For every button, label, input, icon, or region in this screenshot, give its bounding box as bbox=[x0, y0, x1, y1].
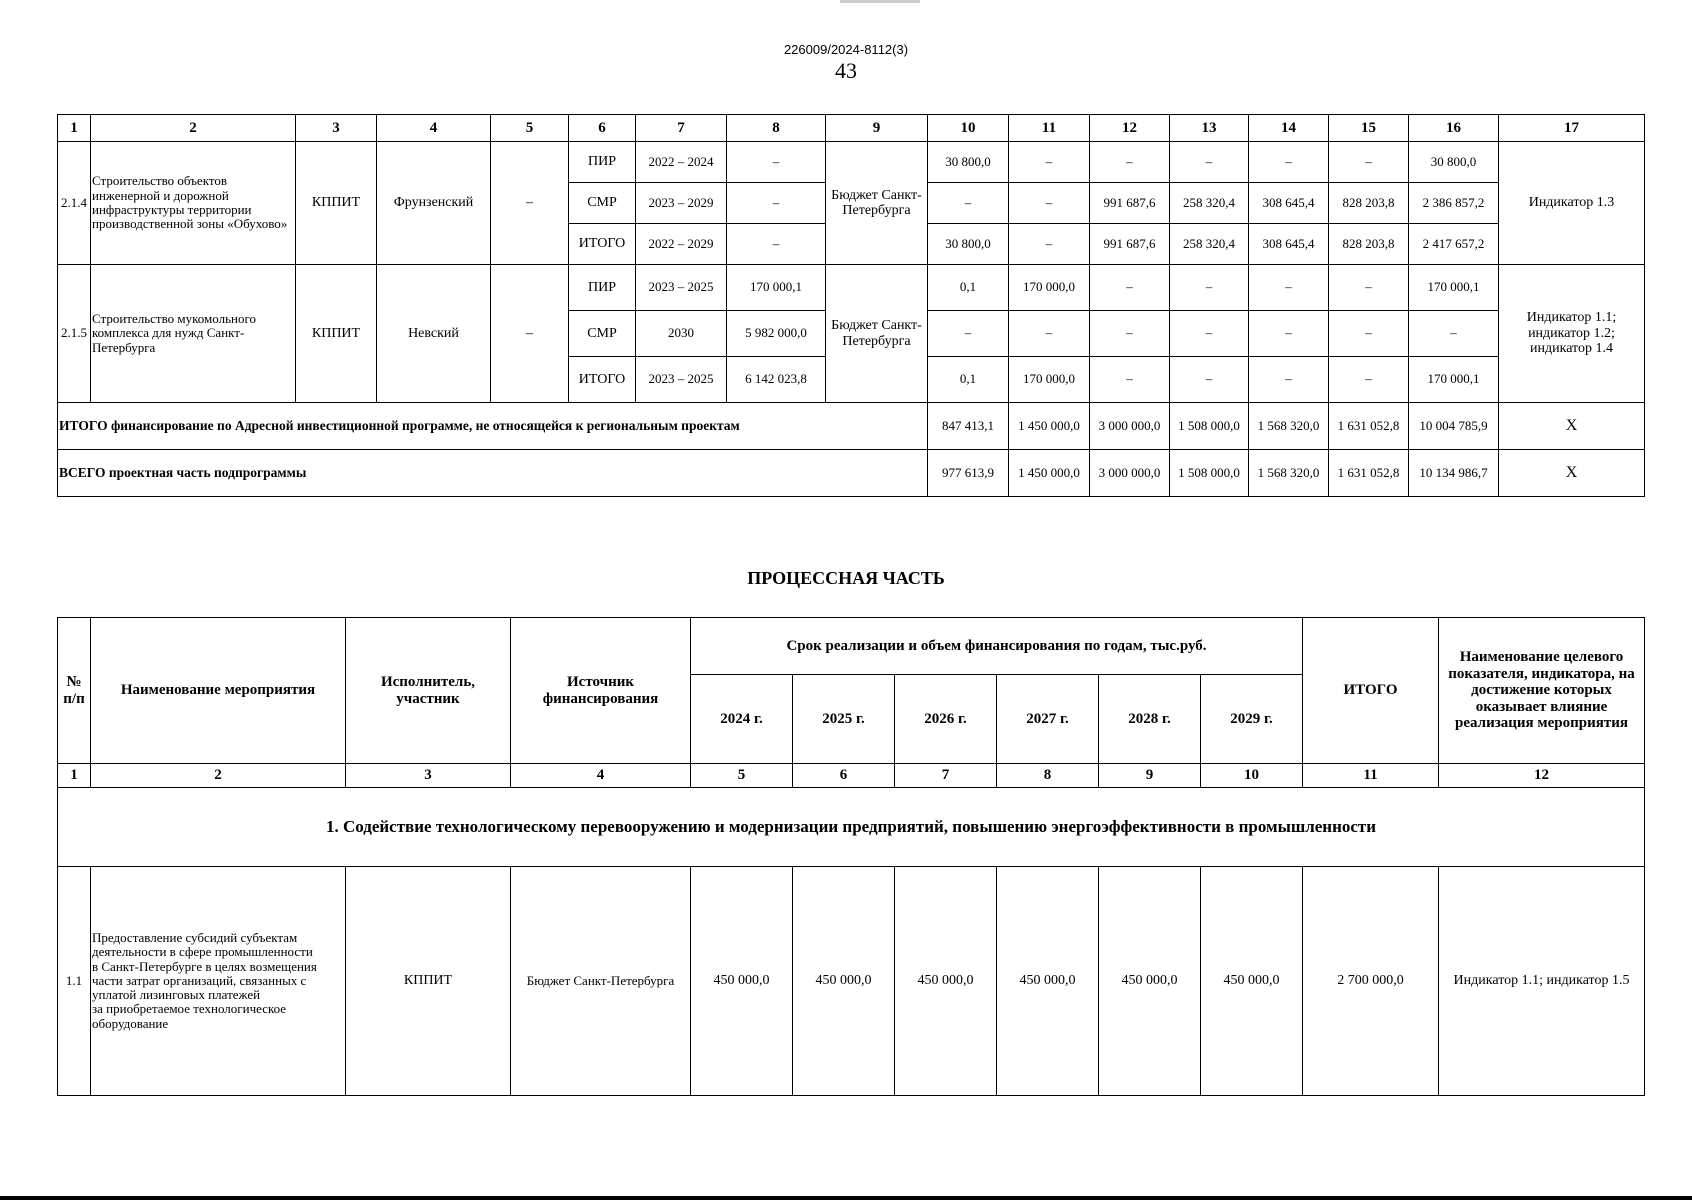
page-number: 43 bbox=[835, 58, 857, 83]
period: 2023 – 2025 bbox=[636, 357, 727, 403]
total-value: 847 413,1 bbox=[928, 403, 1009, 450]
section-heading-row bbox=[58, 788, 1645, 867]
col-index: 16 bbox=[1409, 115, 1499, 142]
cost: – bbox=[727, 224, 826, 265]
value-cell: 170 000,0 bbox=[1009, 265, 1090, 311]
col-index: 1 bbox=[58, 115, 91, 142]
period: 2030 bbox=[636, 311, 727, 357]
col-index: 7 bbox=[895, 764, 997, 788]
table-row bbox=[58, 142, 1645, 183]
total-value: 10 004 785,9 bbox=[1409, 403, 1499, 450]
col-index: 8 bbox=[727, 115, 826, 142]
scan-artifact bbox=[840, 0, 920, 3]
col-index: 4 bbox=[377, 115, 491, 142]
value-cell: – bbox=[1329, 265, 1409, 311]
cost: 170 000,1 bbox=[727, 265, 826, 311]
value-cell: 828 203,8 bbox=[1329, 183, 1409, 224]
header-total: ИТОГО bbox=[1303, 618, 1439, 764]
value-cell: 30 800,0 bbox=[1409, 142, 1499, 183]
year-value: 450 000,0 bbox=[793, 867, 895, 1096]
row-name: Предоставление субсидий субъектам деятельности в сфере промышленности в Санкт-Петербурге в целях возмещения части затрат организаций, связанных с уплатой лизинговых платежей за приобретаемое технологическое оборудование bbox=[91, 867, 346, 1096]
funding-source: Бюджет Санкт-Петербурга bbox=[826, 265, 928, 403]
value-cell: – bbox=[1329, 357, 1409, 403]
value-cell: – bbox=[1249, 265, 1329, 311]
value-cell: – bbox=[1249, 142, 1329, 183]
value-cell: 258 320,4 bbox=[1170, 224, 1249, 265]
value-cell: 0,1 bbox=[928, 357, 1009, 403]
col-index: 9 bbox=[1099, 764, 1201, 788]
value-cell: 30 800,0 bbox=[928, 142, 1009, 183]
project-code: 2.1.5 bbox=[58, 265, 91, 403]
col-index: 5 bbox=[691, 764, 793, 788]
value-cell: 308 645,4 bbox=[1249, 224, 1329, 265]
total-value: 3 000 000,0 bbox=[1090, 450, 1170, 497]
header-period-group: Срок реализации и объем финансирования по годам, тыс.руб. bbox=[691, 618, 1303, 675]
col-index: 1 bbox=[58, 764, 91, 788]
value-cell: – bbox=[928, 311, 1009, 357]
value-cell: 258 320,4 bbox=[1170, 183, 1249, 224]
value-cell: 991 687,6 bbox=[1090, 183, 1170, 224]
cost: 5 982 000,0 bbox=[727, 311, 826, 357]
value-cell: 30 800,0 bbox=[928, 224, 1009, 265]
col-index: 12 bbox=[1439, 764, 1645, 788]
value-cell: – bbox=[1409, 311, 1499, 357]
header-year: 2028 г. bbox=[1099, 675, 1201, 764]
stage: СМР bbox=[569, 183, 636, 224]
col-index: 11 bbox=[1009, 115, 1090, 142]
value-cell: – bbox=[1249, 357, 1329, 403]
indicator: Индикатор 1.1; индикатор 1.2; индикатор 1.4 bbox=[1499, 265, 1645, 403]
total-aip-label: ИТОГО финансирование по Адресной инвестиционной программе, не относящейся к региональным проектам bbox=[58, 403, 928, 450]
total-all-row bbox=[58, 450, 1645, 497]
stage: ПИР bbox=[569, 265, 636, 311]
year-value: 450 000,0 bbox=[997, 867, 1099, 1096]
col-index: 2 bbox=[91, 764, 346, 788]
total-value: 977 613,9 bbox=[928, 450, 1009, 497]
value-cell: 0,1 bbox=[928, 265, 1009, 311]
value-cell: 2 417 657,2 bbox=[1409, 224, 1499, 265]
value-cell: – bbox=[1170, 357, 1249, 403]
header-year: 2026 г. bbox=[895, 675, 997, 764]
col-index: 17 bbox=[1499, 115, 1645, 142]
col-index: 3 bbox=[346, 764, 511, 788]
header-year: 2024 г. bbox=[691, 675, 793, 764]
col-index: 2 bbox=[91, 115, 296, 142]
period: 2023 – 2025 bbox=[636, 265, 727, 311]
funding-source: Бюджет Санкт-Петербурга bbox=[826, 142, 928, 265]
stage: ПИР bbox=[569, 142, 636, 183]
col-index: 6 bbox=[793, 764, 895, 788]
header-row bbox=[58, 618, 1645, 675]
project-code: 2.1.4 bbox=[58, 142, 91, 265]
stage: ИТОГО bbox=[569, 357, 636, 403]
col-index: 7 bbox=[636, 115, 727, 142]
cost: – bbox=[727, 142, 826, 183]
year-value: 450 000,0 bbox=[1099, 867, 1201, 1096]
value-cell: 828 203,8 bbox=[1329, 224, 1409, 265]
total-value: 1 450 000,0 bbox=[1009, 403, 1090, 450]
value-cell: 170 000,0 bbox=[1009, 357, 1090, 403]
stage: ИТОГО bbox=[569, 224, 636, 265]
stage: СМР bbox=[569, 311, 636, 357]
value-cell: – bbox=[928, 183, 1009, 224]
col-index: 4 bbox=[511, 764, 691, 788]
value-cell: – bbox=[1249, 311, 1329, 357]
section-title: ПРОЦЕССНАЯ ЧАСТЬ bbox=[747, 568, 945, 588]
value-cell: – bbox=[1090, 311, 1170, 357]
value-cell: – bbox=[1170, 265, 1249, 311]
project-col5: – bbox=[491, 142, 569, 265]
col-index: 6 bbox=[569, 115, 636, 142]
table-row bbox=[58, 265, 1645, 311]
period: 2022 – 2029 bbox=[636, 224, 727, 265]
value-cell: – bbox=[1170, 311, 1249, 357]
total-value: 10 134 986,7 bbox=[1409, 450, 1499, 497]
project-district: Невский bbox=[377, 265, 491, 403]
header-year: 2029 г. bbox=[1201, 675, 1303, 764]
value-cell: – bbox=[1009, 142, 1090, 183]
col-index: 10 bbox=[928, 115, 1009, 142]
indicator: Индикатор 1.3 bbox=[1499, 142, 1645, 265]
col-index: 11 bbox=[1303, 764, 1439, 788]
total-value: 1 508 000,0 bbox=[1170, 403, 1249, 450]
value-cell: 2 386 857,2 bbox=[1409, 183, 1499, 224]
col-index: 14 bbox=[1249, 115, 1329, 142]
column-index-row bbox=[58, 764, 1645, 788]
project-executor: КППИТ bbox=[296, 265, 377, 403]
project-district: Фрунзенский bbox=[377, 142, 491, 265]
total-mark: X bbox=[1499, 403, 1645, 450]
page-bottom-edge bbox=[0, 1196, 1692, 1200]
total-value: 1 568 320,0 bbox=[1249, 403, 1329, 450]
value-cell: – bbox=[1170, 142, 1249, 183]
col-index: 3 bbox=[296, 115, 377, 142]
project-col5: – bbox=[491, 265, 569, 403]
process-part-table bbox=[57, 617, 1645, 1096]
year-value: 450 000,0 bbox=[691, 867, 793, 1096]
table-row bbox=[58, 867, 1645, 1096]
col-index: 9 bbox=[826, 115, 928, 142]
total-value: 1 631 052,8 bbox=[1329, 403, 1409, 450]
header-year: 2025 г. bbox=[793, 675, 895, 764]
cost: – bbox=[727, 183, 826, 224]
total-value: 1 450 000,0 bbox=[1009, 450, 1090, 497]
total-value: 1 568 320,0 bbox=[1249, 450, 1329, 497]
header-source: Источник финансирования bbox=[511, 618, 691, 764]
year-value: 450 000,0 bbox=[1201, 867, 1303, 1096]
col-index: 10 bbox=[1201, 764, 1303, 788]
col-index: 12 bbox=[1090, 115, 1170, 142]
value-cell: 991 687,6 bbox=[1090, 224, 1170, 265]
section-heading: 1. Содействие технологическому перевооружению и модернизации предприятий, повышению энергоэффективности в промышленности bbox=[58, 788, 1645, 867]
value-cell: – bbox=[1090, 357, 1170, 403]
year-value: 450 000,0 bbox=[895, 867, 997, 1096]
value-cell: – bbox=[1090, 142, 1170, 183]
header-name: Наименование мероприятия bbox=[91, 618, 346, 764]
period: 2022 – 2024 bbox=[636, 142, 727, 183]
value-cell: – bbox=[1329, 311, 1409, 357]
project-executor: КППИТ bbox=[296, 142, 377, 265]
row-num: 1.1 bbox=[58, 867, 91, 1096]
row-total: 2 700 000,0 bbox=[1303, 867, 1439, 1096]
header-num: № п/п bbox=[58, 618, 91, 764]
value-cell: 170 000,1 bbox=[1409, 265, 1499, 311]
value-cell: – bbox=[1329, 142, 1409, 183]
project-part-table bbox=[57, 114, 1645, 497]
value-cell: – bbox=[1090, 265, 1170, 311]
project-name: Строительство объектов инженерной и дорожной инфраструктуры территории производственной зоны «Обухово» bbox=[91, 142, 296, 265]
value-cell: – bbox=[1009, 224, 1090, 265]
value-cell: – bbox=[1009, 183, 1090, 224]
value-cell: – bbox=[1009, 311, 1090, 357]
project-name: Строительство мукомольного комплекса для нужд Санкт-Петербурга bbox=[91, 265, 296, 403]
header-indicator: Наименование целевого показателя, индикатора, на достижение которых оказывает влияние реализация мероприятия bbox=[1439, 618, 1645, 764]
col-index: 5 bbox=[491, 115, 569, 142]
row-executor: КППИТ bbox=[346, 867, 511, 1096]
total-value: 1 508 000,0 bbox=[1170, 450, 1249, 497]
column-index-row bbox=[58, 115, 1645, 142]
total-all-label: ВСЕГО проектная часть подпрограммы bbox=[58, 450, 928, 497]
header-year: 2027 г. bbox=[997, 675, 1099, 764]
header-executor: Исполнитель, участник bbox=[346, 618, 511, 764]
total-value: 1 631 052,8 bbox=[1329, 450, 1409, 497]
total-value: 3 000 000,0 bbox=[1090, 403, 1170, 450]
cost: 6 142 023,8 bbox=[727, 357, 826, 403]
value-cell: 170 000,1 bbox=[1409, 357, 1499, 403]
col-index: 8 bbox=[997, 764, 1099, 788]
document-number: 226009/2024-8112(3) bbox=[783, 42, 909, 57]
total-mark: X bbox=[1499, 450, 1645, 497]
row-indicator: Индикатор 1.1; индикатор 1.5 bbox=[1439, 867, 1645, 1096]
col-index: 15 bbox=[1329, 115, 1409, 142]
period: 2023 – 2029 bbox=[636, 183, 727, 224]
col-index: 13 bbox=[1170, 115, 1249, 142]
row-source: Бюджет Санкт-Петербурга bbox=[511, 867, 691, 1096]
total-aip-row bbox=[58, 403, 1645, 450]
value-cell: 308 645,4 bbox=[1249, 183, 1329, 224]
